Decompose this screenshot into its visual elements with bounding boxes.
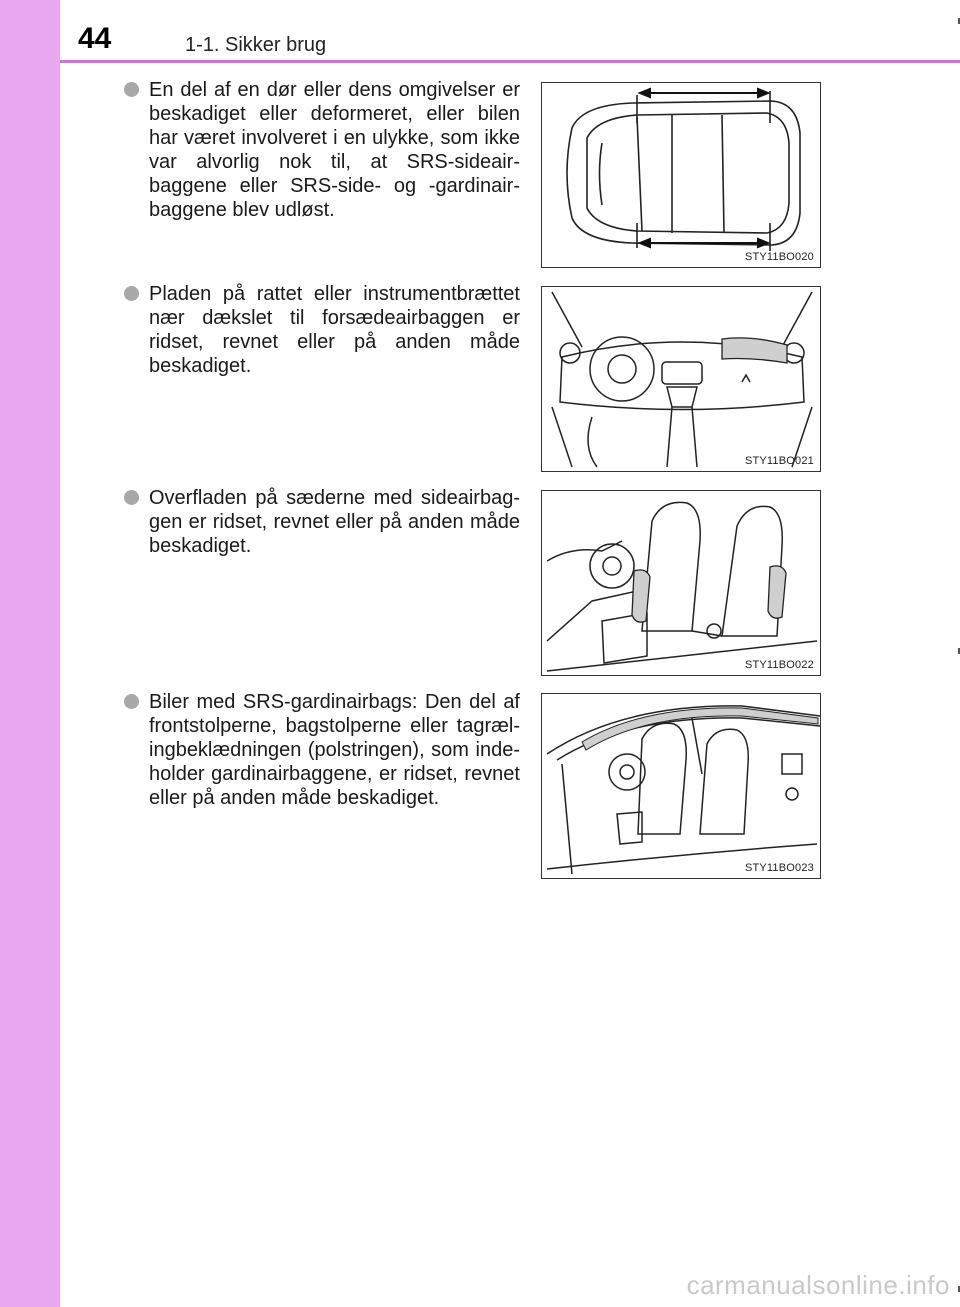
figure-curtain-airbag-trim [541, 693, 821, 879]
bullet-icon [124, 286, 139, 301]
car-top-view-illustration [542, 83, 821, 268]
bullet-icon [124, 694, 139, 709]
bullet-icon [124, 490, 139, 505]
figure-seat-damage [541, 490, 821, 676]
list-item [128, 690, 520, 810]
list-item [128, 486, 520, 558]
item-text: En del af en dør eller dens omgivelser er beskadiget eller deformeret, eller bilen har været involveret i en ulykke, som ikke var alvorlig nok til, at SRS-sideair-baggene eller SRS-side- og -gardinair-baggene blev udløst. [149, 79, 520, 221]
item-text: Overfladen på sæderne med sideairbag-gen er ridset, revnet eller på anden måde beskadiget. [149, 487, 520, 557]
header-rule [60, 60, 960, 63]
figure-code: STY11BO021 [744, 455, 814, 467]
list-item [128, 282, 520, 378]
bullet-icon [124, 82, 139, 97]
page-number: 44 [78, 22, 112, 55]
figure-dashboard-damage [541, 286, 821, 472]
figure-code: STY11BO022 [744, 659, 814, 671]
item-text: Pladen på rattet eller instrumentbrættet nær dækslet til forsædeairbaggen er ridset, revnet eller på anden måde beskadiget. [149, 283, 520, 377]
chapter-tab-bar [0, 0, 60, 1307]
cabin-interior-illustration [542, 694, 821, 879]
figure-code: STY11BO020 [744, 251, 814, 263]
watermark: carmanualsonline.info [686, 1270, 950, 1300]
front-seats-illustration [542, 491, 821, 676]
dashboard-illustration [542, 287, 821, 472]
list-item [128, 78, 520, 222]
figure-door-damage [541, 82, 821, 268]
section-title: 1-1. Sikker brug [185, 34, 327, 56]
figure-code: STY11BO023 [744, 862, 814, 874]
item-text: Biler med SRS-gardinairbags: Den del af frontstolperne, bagstolperne eller tagræl-ingbeklædningen (polstringen), som inde-holder gardinairbaggene, er ridset, revnet eller på anden måde beskadiget. [149, 691, 520, 809]
